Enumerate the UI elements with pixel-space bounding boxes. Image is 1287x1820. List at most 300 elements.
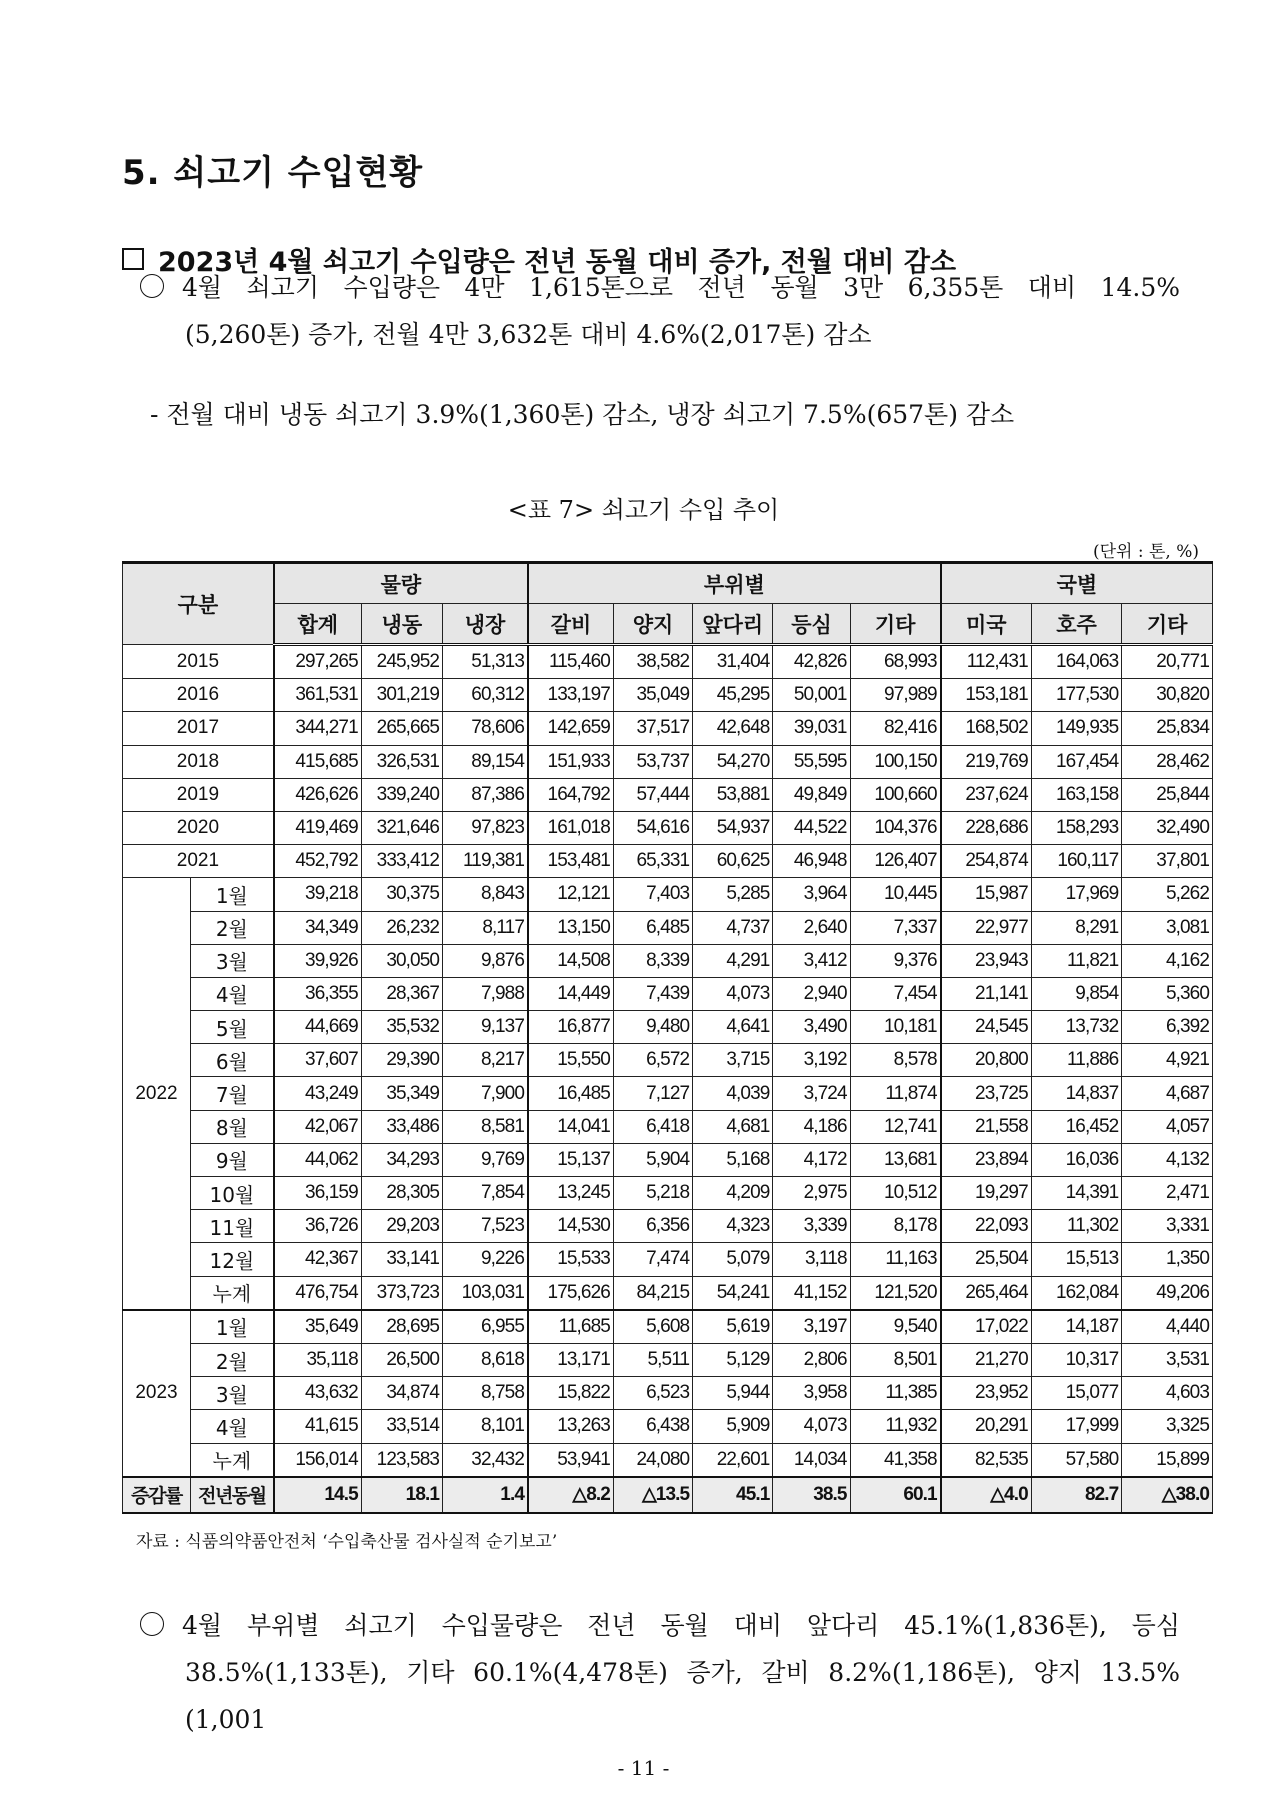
table-cell: 6,485 (613, 911, 692, 944)
table-cell: 5,360 (1122, 977, 1213, 1010)
table-row (123, 1310, 1213, 1344)
table-cell: 19,297 (941, 1177, 1032, 1210)
table-cell: 16,877 (528, 1011, 613, 1044)
table-cell: 156,014 (274, 1443, 361, 1477)
table-cell: 78,606 (443, 712, 528, 745)
table-cell: 5,511 (613, 1343, 692, 1376)
table-cell: 6,392 (1122, 1011, 1213, 1044)
table-cell: 97,823 (443, 811, 528, 844)
table-cell: 65,331 (613, 845, 692, 878)
table-cell: 22,093 (941, 1210, 1032, 1243)
table-cell: 15,899 (1122, 1443, 1213, 1477)
table-cell: 5,218 (613, 1177, 692, 1210)
month-label: 12월 (190, 1243, 273, 1276)
table-cell: 21,558 (941, 1110, 1032, 1143)
month-label: 누계 (190, 1276, 273, 1310)
table-cell: 4,921 (1122, 1044, 1213, 1077)
table-cell: 32,490 (1122, 811, 1213, 844)
table-cell: 14.5 (274, 1477, 361, 1513)
table-cell: 6,955 (443, 1310, 528, 1344)
table-cell: 17,969 (1031, 878, 1122, 911)
table-cell: 6,418 (613, 1110, 692, 1143)
table-cell: 426,626 (274, 778, 361, 811)
month-label: 4월 (190, 977, 273, 1010)
table-cell: 3,958 (773, 1377, 850, 1410)
table-cell: 4,681 (693, 1110, 773, 1143)
table-row (123, 1343, 1213, 1376)
table-cell: 18.1 (361, 1477, 442, 1513)
month-label: 7월 (190, 1077, 273, 1110)
table-cell: 41,152 (773, 1276, 850, 1310)
table-cell: 254,874 (941, 845, 1032, 878)
table-cell: 12,741 (850, 1110, 941, 1143)
table-cell: 37,801 (1122, 845, 1213, 878)
table-cell: 14,391 (1031, 1177, 1122, 1210)
table-cell: 33,514 (361, 1410, 442, 1443)
table-cell: 7,900 (443, 1077, 528, 1110)
table-cell: 25,844 (1122, 778, 1213, 811)
table-cell: 42,648 (693, 712, 773, 745)
table-cell: 68,993 (850, 645, 941, 679)
table-cell: 5,608 (613, 1310, 692, 1344)
table-cell: 42,826 (773, 645, 850, 679)
table-row (123, 1177, 1213, 1210)
table-cell: 228,686 (941, 811, 1032, 844)
table-cell: 4,291 (693, 944, 773, 977)
table-cell: 11,685 (528, 1310, 613, 1344)
table-cell: 167,454 (1031, 745, 1122, 778)
table-cell: 15,987 (941, 878, 1032, 911)
table-cell: 36,726 (274, 1210, 361, 1243)
table-cell: 7,854 (443, 1177, 528, 1210)
table-cell: 35,532 (361, 1011, 442, 1044)
table-cell: 25,504 (941, 1243, 1032, 1276)
table-cell: 15,822 (528, 1377, 613, 1410)
table-cell: 3,724 (773, 1077, 850, 1110)
table-cell: 84,215 (613, 1276, 692, 1310)
table-cell: 15,513 (1031, 1243, 1122, 1276)
headline-text: 2023년 4월 쇠고기 수입량은 전년 동월 대비 증가, 전월 대비 감소 (158, 247, 957, 278)
subheader-cell: 냉장 (443, 604, 528, 645)
table-cell: 7,403 (613, 878, 692, 911)
table-cell: 9,876 (443, 944, 528, 977)
table-cell: 35,118 (274, 1343, 361, 1376)
table-cell: 30,820 (1122, 679, 1213, 712)
table-cell: 5,904 (613, 1143, 692, 1176)
section-title: 5. 쇠고기 수입현황 (122, 153, 424, 193)
table-row (123, 1377, 1213, 1410)
subheader-row (123, 604, 1213, 645)
table-cell: 142,659 (528, 712, 613, 745)
table-cell: 4,737 (693, 911, 773, 944)
table-cell: 301,219 (361, 679, 442, 712)
table-cell: 168,502 (941, 712, 1032, 745)
year-group-label: 2023 (123, 1310, 191, 1477)
paragraph-2-line-1-text: 4월 부위별 쇠고기 수입물량은 전년 동월 대비 앞다리 45.1%(1,836톤), 등심 (182, 1611, 1180, 1640)
table-cell: 49,206 (1122, 1276, 1213, 1310)
table-cell: 36,355 (274, 977, 361, 1010)
table-cell: 43,249 (274, 1077, 361, 1110)
table-cell: 3,325 (1122, 1410, 1213, 1443)
subheader-cell: 기타 (850, 604, 941, 645)
paragraph-2-line-1 (140, 1602, 1180, 1649)
table-cell: 4,603 (1122, 1377, 1213, 1410)
table-cell: 22,977 (941, 911, 1032, 944)
table-cell: 82,535 (941, 1443, 1032, 1477)
table-cell: 8,101 (443, 1410, 528, 1443)
table-cell: 45.1 (693, 1477, 773, 1513)
table-cell: 10,512 (850, 1177, 941, 1210)
table-cell: 24,080 (613, 1443, 692, 1477)
table-cell: 8,758 (443, 1377, 528, 1410)
table-cell: 37,607 (274, 1044, 361, 1077)
table-cell: 16,452 (1031, 1110, 1122, 1143)
table-cell: 8,581 (443, 1110, 528, 1143)
table-cell: 51,313 (443, 645, 528, 679)
table-cell: 3,192 (773, 1044, 850, 1077)
paragraph-2-line-2: 38.5%(1,133톤), 기타 60.1%(4,478톤) 증가, 갈비 8.2%(1,186톤), 양지 13.5%(1,001 (185, 1658, 1180, 1734)
table-cell: 23,725 (941, 1077, 1032, 1110)
table-cell: 82.7 (1031, 1477, 1122, 1513)
table-cell: 15,550 (528, 1044, 613, 1077)
table-cell: 104,376 (850, 811, 941, 844)
table-cell: 344,271 (274, 712, 361, 745)
month-label: 10월 (190, 1177, 273, 1210)
table-cell: 9,376 (850, 944, 941, 977)
table-cell: 133,197 (528, 679, 613, 712)
month-label: 누계 (190, 1443, 273, 1477)
table-cell: 20,771 (1122, 645, 1213, 679)
table-row (123, 645, 1213, 679)
table-cell: 21,270 (941, 1343, 1032, 1376)
table-cell: 175,626 (528, 1276, 613, 1310)
month-label: 9월 (190, 1143, 273, 1176)
source-note: 자료 : 식품의약품안전처 ‘수입축산물 검사실적 순기보고’ (136, 1532, 558, 1552)
table-cell: 13,732 (1031, 1011, 1122, 1044)
table-cell: 39,031 (773, 712, 850, 745)
table-cell: 54,937 (693, 811, 773, 844)
table-row (123, 712, 1213, 745)
table-cell: 26,232 (361, 911, 442, 944)
table-cell: 11,385 (850, 1377, 941, 1410)
table-cell: 8,339 (613, 944, 692, 977)
table-cell: 245,952 (361, 645, 442, 679)
table-cell: 17,999 (1031, 1410, 1122, 1443)
table-cell: 297,265 (274, 645, 361, 679)
table-cell: 11,163 (850, 1243, 941, 1276)
table-cell: 3,331 (1122, 1210, 1213, 1243)
table-cell: 4,073 (773, 1410, 850, 1443)
unit-label: (단위 : 톤, %) (1092, 542, 1199, 562)
table-cell: 160,117 (1031, 845, 1122, 878)
table-cell: 33,141 (361, 1243, 442, 1276)
table-cell: 3,531 (1122, 1343, 1213, 1376)
table-cell: 60,312 (443, 679, 528, 712)
table-cell: 5,129 (693, 1343, 773, 1376)
table-cell: 26,500 (361, 1343, 442, 1376)
table-cell: 4,057 (1122, 1110, 1213, 1143)
table-cell: 31,404 (693, 645, 773, 679)
table-cell: 39,926 (274, 944, 361, 977)
page-number: - 11 - (617, 1756, 670, 1780)
table-row (123, 1110, 1213, 1143)
table-cell: 3,964 (773, 878, 850, 911)
dash-line: - 전월 대비 냉동 쇠고기 3.9%(1,360톤) 감소, 냉장 쇠고기 7.5%(657톤) 감소 (150, 400, 1015, 429)
table-cell: 8,178 (850, 1210, 941, 1243)
table-cell: △4.0 (941, 1477, 1032, 1513)
table-cell: 452,792 (274, 845, 361, 878)
table-row (123, 1210, 1213, 1243)
table-cell: 3,197 (773, 1310, 850, 1344)
table-cell: 29,203 (361, 1210, 442, 1243)
table-cell: 6,356 (613, 1210, 692, 1243)
table-cell: 29,390 (361, 1044, 442, 1077)
table-cell: 4,039 (693, 1077, 773, 1110)
table-cell: 35,649 (274, 1310, 361, 1344)
table-cell: 34,349 (274, 911, 361, 944)
header-country: 국별 (941, 563, 1213, 604)
table-cell: 33,486 (361, 1110, 442, 1143)
table-row (123, 1077, 1213, 1110)
table-cell: 153,181 (941, 679, 1032, 712)
table-cell: 3,412 (773, 944, 850, 977)
year-label: 2019 (123, 778, 274, 811)
table-cell: 30,050 (361, 944, 442, 977)
table-cell: 34,874 (361, 1377, 442, 1410)
table-cell: 22,601 (693, 1443, 773, 1477)
month-label: 2월 (190, 1343, 273, 1376)
month-label: 8월 (190, 1110, 273, 1143)
table-cell: 45,295 (693, 679, 773, 712)
table-cell: 8,843 (443, 878, 528, 911)
table-cell: 161,018 (528, 811, 613, 844)
table-cell: 28,462 (1122, 745, 1213, 778)
table-cell: 5,168 (693, 1143, 773, 1176)
table-cell: 4,440 (1122, 1310, 1213, 1344)
table-cell: 2,940 (773, 977, 850, 1010)
growth-label: 증감률 (123, 1477, 191, 1513)
table-cell: 4,641 (693, 1011, 773, 1044)
table-cell: 2,640 (773, 911, 850, 944)
table-row (123, 977, 1213, 1010)
table-row (123, 1044, 1213, 1077)
circle-bullet-icon (140, 274, 164, 298)
table-cell: 162,084 (1031, 1276, 1122, 1310)
table-cell: 415,685 (274, 745, 361, 778)
table-cell: 30,375 (361, 878, 442, 911)
table-cell: 3,081 (1122, 911, 1213, 944)
year-group-label: 2022 (123, 878, 191, 1310)
table-cell: 5,944 (693, 1377, 773, 1410)
table-cell: 14,041 (528, 1110, 613, 1143)
table-cell: 12,121 (528, 878, 613, 911)
paragraph-1-line-1 (140, 264, 1180, 311)
growth-row (123, 1477, 1213, 1513)
table-cell: 1,350 (1122, 1243, 1213, 1276)
table-cell: 7,454 (850, 977, 941, 1010)
table-cell: 35,049 (613, 679, 692, 712)
table-cell: 16,036 (1031, 1143, 1122, 1176)
table-cell: 265,665 (361, 712, 442, 745)
subheader-cell: 기타 (1122, 604, 1213, 645)
year-label: 2015 (123, 645, 274, 679)
month-label: 6월 (190, 1044, 273, 1077)
table-cell: 164,792 (528, 778, 613, 811)
table-row (123, 1243, 1213, 1276)
table-cell: 35,349 (361, 1077, 442, 1110)
table-cell: 164,063 (1031, 645, 1122, 679)
table-row (123, 1443, 1213, 1477)
table-cell: 28,367 (361, 977, 442, 1010)
table-row (123, 845, 1213, 878)
table-cell: 37,517 (613, 712, 692, 745)
table-cell: 9,137 (443, 1011, 528, 1044)
table-cell: 237,624 (941, 778, 1032, 811)
table-cell: 158,293 (1031, 811, 1122, 844)
table-cell: 50,001 (773, 679, 850, 712)
table-cell: 25,834 (1122, 712, 1213, 745)
table-cell: 13,681 (850, 1143, 941, 1176)
table-cell: △38.0 (1122, 1477, 1213, 1513)
table-cell: 361,531 (274, 679, 361, 712)
paragraph-1-line-1-text: 4월 쇠고기 수입량은 4만 1,615톤으로 전년 동월 3만 6,355톤 대비 14.5% (182, 273, 1180, 302)
table-cell: 55,595 (773, 745, 850, 778)
table-cell: 34,293 (361, 1143, 442, 1176)
month-label: 1월 (190, 878, 273, 911)
table-cell: 4,162 (1122, 944, 1213, 977)
table-cell: 15,077 (1031, 1377, 1122, 1410)
table-cell: 14,837 (1031, 1077, 1122, 1110)
header-gubun: 구분 (123, 563, 274, 645)
table-cell: 53,881 (693, 778, 773, 811)
table-cell: 4,323 (693, 1210, 773, 1243)
circle-bullet-icon (140, 1612, 164, 1636)
year-label: 2021 (123, 845, 274, 878)
table-cell: 4,172 (773, 1143, 850, 1176)
table-cell: 54,241 (693, 1276, 773, 1310)
table-row (123, 745, 1213, 778)
table-cell: 43,632 (274, 1377, 361, 1410)
table-cell: 7,337 (850, 911, 941, 944)
table-cell: 6,523 (613, 1377, 692, 1410)
month-label: 3월 (190, 944, 273, 977)
table-cell: 100,150 (850, 745, 941, 778)
table-cell: 16,485 (528, 1077, 613, 1110)
table-row (123, 878, 1213, 911)
table-cell: 4,132 (1122, 1143, 1213, 1176)
table-cell: 28,305 (361, 1177, 442, 1210)
header-cut: 부위별 (528, 563, 941, 604)
table-cell: 44,522 (773, 811, 850, 844)
table-cell: 49,849 (773, 778, 850, 811)
table-cell: 121,520 (850, 1276, 941, 1310)
table-body (123, 645, 1213, 1513)
table-cell: 153,481 (528, 845, 613, 878)
table-cell: 7,127 (613, 1077, 692, 1110)
table-cell: 8,217 (443, 1044, 528, 1077)
table-cell: △8.2 (528, 1477, 613, 1513)
table-cell: 8,501 (850, 1343, 941, 1376)
month-label: 4월 (190, 1410, 273, 1443)
table-cell: 100,660 (850, 778, 941, 811)
table-cell: 163,158 (1031, 778, 1122, 811)
table-cell: 9,540 (850, 1310, 941, 1344)
table-cell: 8,618 (443, 1343, 528, 1376)
table-row (123, 1410, 1213, 1443)
table-row (123, 911, 1213, 944)
table-cell: 46,948 (773, 845, 850, 878)
table-cell: 54,270 (693, 745, 773, 778)
table-cell: 9,480 (613, 1011, 692, 1044)
table-cell: 1.4 (443, 1477, 528, 1513)
table-cell: 24,545 (941, 1011, 1032, 1044)
table-cell: 14,034 (773, 1443, 850, 1477)
table-cell: 2,471 (1122, 1177, 1213, 1210)
table-cell: 9,769 (443, 1143, 528, 1176)
month-label: 2월 (190, 911, 273, 944)
table-cell: 44,062 (274, 1143, 361, 1176)
table-cell: 4,687 (1122, 1077, 1213, 1110)
subheader-cell: 호주 (1031, 604, 1122, 645)
table-cell: 339,240 (361, 778, 442, 811)
subheader-cell: 미국 (941, 604, 1032, 645)
table-cell: 7,523 (443, 1210, 528, 1243)
table-cell: 5,079 (693, 1243, 773, 1276)
table-cell: 8,117 (443, 911, 528, 944)
table-cell: 4,073 (693, 977, 773, 1010)
subheader-cell: 양지 (613, 604, 692, 645)
table-cell: 53,941 (528, 1443, 613, 1477)
table-cell: 9,226 (443, 1243, 528, 1276)
subheader-cell: 합계 (274, 604, 361, 645)
table-cell: 7,439 (613, 977, 692, 1010)
table-row (123, 944, 1213, 977)
year-label: 2020 (123, 811, 274, 844)
table-cell: 15,533 (528, 1243, 613, 1276)
table-cell: 373,723 (361, 1276, 442, 1310)
table-cell: 265,464 (941, 1276, 1032, 1310)
table-cell: 11,886 (1031, 1044, 1122, 1077)
table-cell: 60,625 (693, 845, 773, 878)
table-cell: 13,263 (528, 1410, 613, 1443)
table-row (123, 1143, 1213, 1176)
table-cell: 115,460 (528, 645, 613, 679)
table-cell: 3,339 (773, 1210, 850, 1243)
table-cell: 5,909 (693, 1410, 773, 1443)
table-cell: 87,386 (443, 778, 528, 811)
table-cell: 14,187 (1031, 1310, 1122, 1344)
table-cell: 126,407 (850, 845, 941, 878)
subheader-cell: 갈비 (528, 604, 613, 645)
table-cell: 151,933 (528, 745, 613, 778)
table-cell: 326,531 (361, 745, 442, 778)
table-cell: 333,412 (361, 845, 442, 878)
table-caption: <표 7> 쇠고기 수입 추이 (507, 496, 780, 524)
table-cell: 5,285 (693, 878, 773, 911)
table-cell: 39,218 (274, 878, 361, 911)
table-cell: 36,159 (274, 1177, 361, 1210)
month-label: 11월 (190, 1210, 273, 1243)
table-cell: 11,302 (1031, 1210, 1122, 1243)
table-cell: 123,583 (361, 1443, 442, 1477)
table-cell: 9,854 (1031, 977, 1122, 1010)
year-label: 2017 (123, 712, 274, 745)
table-cell: 2,975 (773, 1177, 850, 1210)
table-cell: 42,367 (274, 1243, 361, 1276)
table-cell: 57,444 (613, 778, 692, 811)
table-row (123, 778, 1213, 811)
table-cell: 3,715 (693, 1044, 773, 1077)
